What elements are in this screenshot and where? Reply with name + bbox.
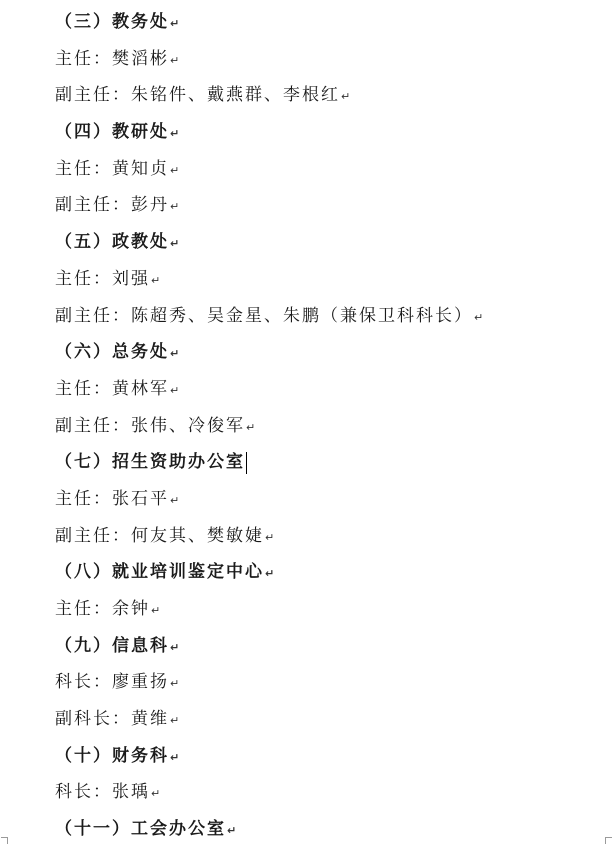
line-text: （七）招生资助办公室 [55, 452, 245, 473]
line-text: （五）政教处 [55, 232, 169, 253]
line-text: （八）就业培训鉴定中心 [55, 562, 264, 583]
line-text: （九）信息科 [55, 635, 169, 656]
deputy-director-line[interactable] [0, 408, 613, 445]
deputy-director-line[interactable] [0, 187, 613, 224]
paragraph-mark-icon: ↵ [170, 127, 180, 141]
line-text: 副主任：彭丹 [55, 195, 169, 216]
director-line[interactable] [0, 261, 613, 298]
paragraph-mark-icon: ↵ [170, 347, 180, 361]
paragraph-mark-icon: ↵ [170, 200, 180, 214]
paragraph-mark-icon: ↵ [246, 420, 256, 434]
line-text: 副主任：张伟、冷俊军 [55, 415, 245, 436]
page-corner-marker [605, 837, 612, 844]
deputy-director-line[interactable] [0, 518, 613, 555]
line-text: （三）教务处 [55, 12, 169, 32]
paragraph-mark-icon: ↵ [170, 237, 180, 251]
line-text: 主任：张石平 [55, 488, 169, 509]
section-heading-information-section[interactable] [0, 628, 613, 665]
page-corner-marker [1, 837, 8, 844]
director-line[interactable] [0, 371, 613, 408]
line-text: 主任：樊滔彬 [55, 48, 169, 69]
deputy-director-line[interactable] [0, 77, 613, 114]
paragraph-mark-icon: ↵ [227, 824, 237, 838]
director-line[interactable] [0, 591, 613, 628]
line-text: 副主任：何友其、樊敏婕 [55, 525, 264, 546]
section-heading-general-affairs[interactable] [0, 334, 613, 371]
section-heading-employment-training-center[interactable] [0, 554, 613, 591]
section-heading-academic-affairs[interactable] [0, 4, 613, 41]
paragraph-mark-icon: ↵ [151, 787, 161, 801]
director-line[interactable] [0, 41, 613, 78]
line-text: （六）总务处 [55, 342, 169, 363]
line-text: 副科长：黄维 [55, 709, 169, 730]
paragraph-mark-icon: ↵ [170, 53, 180, 67]
line-text: （四）教研处 [55, 122, 169, 143]
section-heading-admissions-office[interactable] [0, 444, 613, 481]
paragraph-mark-icon: ↵ [170, 677, 180, 691]
paragraph-mark-icon: ↵ [170, 383, 180, 397]
paragraph-mark-icon: ↵ [170, 17, 180, 30]
line-text: 科长：张瑀 [55, 782, 150, 803]
section-heading-union-office[interactable] [0, 811, 613, 848]
paragraph-mark-icon: ↵ [265, 530, 275, 544]
section-chief-line[interactable] [0, 664, 613, 701]
deputy-director-line[interactable] [0, 298, 613, 335]
line-text: 主任：刘强 [55, 268, 150, 289]
deputy-section-chief-line[interactable] [0, 701, 613, 738]
paragraph-mark-icon: ↵ [170, 493, 180, 507]
director-line[interactable] [0, 481, 613, 518]
line-text: 副主任：朱铭件、戴燕群、李根红 [55, 85, 340, 106]
paragraph-mark-icon: ↵ [170, 750, 180, 764]
paragraph-mark-icon: ↵ [151, 273, 161, 287]
section-heading-finance-section[interactable] [0, 738, 613, 775]
line-text: 主任：黄林军 [55, 378, 169, 399]
section-heading-political-education[interactable] [0, 224, 613, 261]
section-heading-teaching-research[interactable] [0, 114, 613, 151]
paragraph-mark-icon: ↵ [151, 604, 161, 617]
text-cursor [246, 452, 247, 474]
paragraph-mark-icon: ↵ [341, 90, 351, 104]
director-line[interactable] [0, 151, 613, 188]
paragraph-mark-icon: ↵ [170, 714, 180, 728]
line-text: 副主任：陈超秀、吴金星、朱鹏（兼保卫科科长） [55, 305, 473, 326]
paragraph-mark-icon: ↵ [474, 310, 484, 324]
line-text: （十一）工会办公室 [55, 819, 226, 840]
paragraph-mark-icon: ↵ [170, 640, 180, 654]
line-text: （十）财务科 [55, 745, 169, 766]
line-text: 主任：余钟 [55, 599, 150, 619]
line-text: 科长：廖重扬 [55, 672, 169, 693]
line-text: 主任：黄知贞 [55, 158, 169, 179]
section-chief-line[interactable] [0, 774, 613, 811]
paragraph-mark-icon: ↵ [170, 163, 180, 177]
document-body[interactable] [0, 4, 613, 848]
paragraph-mark-icon: ↵ [265, 567, 275, 581]
